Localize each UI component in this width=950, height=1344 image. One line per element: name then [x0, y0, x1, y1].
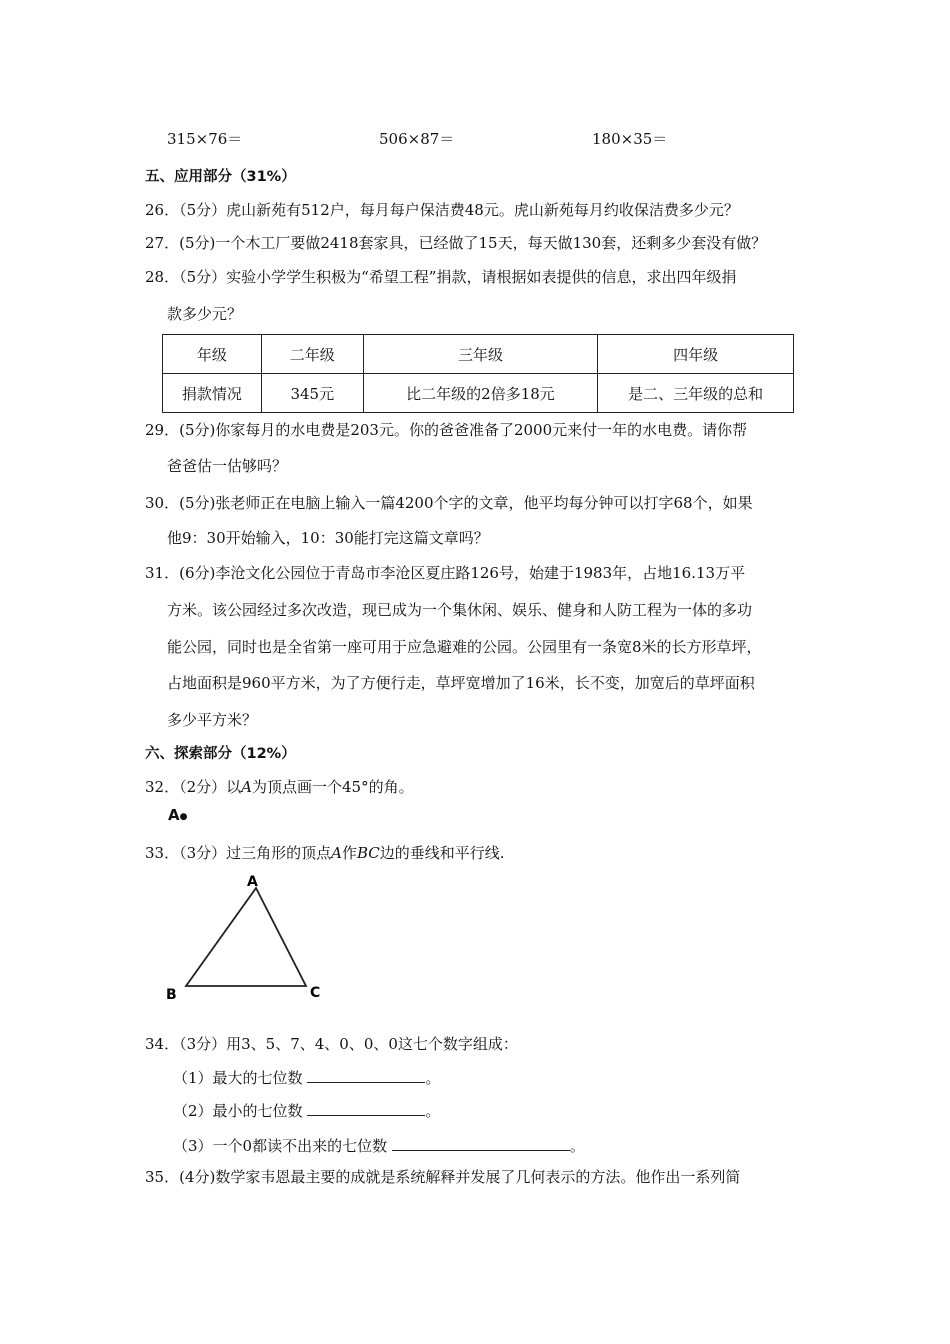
point-a-label: A — [168, 806, 180, 824]
table-header-cell: 三年级 — [363, 335, 598, 374]
part-3-end: 。 — [569, 1137, 585, 1155]
question-30-line-1: 30．(5分)张老师正在电脑上输入一篇4200个字的文章，他平均每分钟可以打字68个，如果 — [145, 494, 753, 512]
question-31-line-2: 方米。该公园经过多次改造，现已成为一个集休闲、娱乐、健身和人防工程为一体的多功 — [167, 601, 753, 619]
question-29-line-1: 29．(5分)你家每月的水电费是203元。你的爸爸准备了2000元来付一年的水电费。请你帮 — [145, 421, 748, 439]
part-2-end: 。 — [425, 1102, 441, 1120]
question-31-line-4: 占地面积是960平方米，为了方便行走，草坪宽增加了16米，长不变，加宽后的草坪面积 — [167, 674, 755, 692]
part-3-label: （3）一个0都读不出来的七位数 — [173, 1137, 388, 1155]
question-35: 35．(4分)数学家韦恩最主要的成就是系统解释并发展了几何表示的方法。他作出一系列简 — [145, 1168, 741, 1186]
section-5-heading: 五、应用部分（31%） — [145, 169, 296, 185]
question-34-stem: 34．（3分）用3、5、7、4、0、0、0这七个数字组成： — [145, 1035, 518, 1053]
vertex-label-a: A — [247, 874, 258, 890]
answer-blank-2[interactable] — [307, 1100, 425, 1116]
table-cell: 捐款情况 — [163, 374, 262, 413]
question-28-line-2: 款多少元？ — [167, 305, 243, 323]
point-a: A● — [168, 806, 188, 824]
question-31-line-1: 31．(6分)李沧文化公园位于青岛市李沧区夏庄路126号，始建于1983年，占地16.13万平 — [145, 564, 746, 582]
calc-item-2: 506×87＝ — [379, 130, 455, 148]
table-cell: 比二年级的2倍多18元 — [363, 374, 598, 413]
question-26: 26．（5分）虎山新苑有512户，每月每户保洁费48元。虎山新苑每月约收保洁费多少元？ — [145, 201, 739, 219]
triangle-shape — [186, 888, 306, 986]
question-34-part-1 — [173, 1067, 440, 1088]
calc-item-1: 315×76＝ — [167, 130, 243, 148]
question-32-pre: 32．（2分）以 — [145, 778, 242, 796]
question-28-line-1: 28．（5分）实验小学学生积极为“希望工程”捐款，请根据如表提供的信息，求出四年级捐 — [145, 268, 737, 286]
question-34-part-3 — [173, 1135, 585, 1156]
question-31-line-5: 多少平方米？ — [167, 711, 258, 729]
table-cell: 是二、三年级的总和 — [598, 374, 794, 413]
question-33-var-bc: BC — [357, 844, 380, 862]
table-row — [163, 374, 794, 413]
vertex-label-b: B — [166, 987, 177, 1003]
table-cell: 345元 — [261, 374, 363, 413]
question-30-line-2: 他9：30开始输入，10：30能打完这篇文章吗？ — [167, 529, 489, 547]
triangle-diagram — [160, 868, 340, 1008]
table-header-cell: 年级 — [163, 335, 262, 374]
part-1-label: （1）最大的七位数 — [173, 1069, 303, 1087]
answer-blank-3[interactable] — [392, 1135, 570, 1151]
table-row — [163, 335, 794, 374]
section-6-heading: 六、探索部分（12%） — [145, 746, 296, 762]
part-2-label: （2）最小的七位数 — [173, 1102, 303, 1120]
vertex-label-c: C — [310, 985, 321, 1001]
question-33 — [145, 843, 505, 863]
question-31-line-3: 能公园，同时也是全省第一座可用于应急避难的公园。公园里有一条宽8米的长方形草坪， — [167, 638, 762, 656]
calc-item-3: 180×35＝ — [592, 130, 668, 148]
question-29-line-2: 爸爸估一估够吗？ — [167, 457, 288, 475]
question-33-pre: 33．（3分）过三角形的顶点 — [145, 844, 332, 862]
question-32-var: A — [241, 778, 252, 796]
question-33-var-a: A — [331, 844, 342, 862]
question-33-mid: 作 — [341, 844, 357, 862]
question-33-post: 边的垂线和平行线. — [379, 844, 505, 862]
question-27: 27．(5分)一个木工厂要做2418套家具，已经做了15天，每天做130套，还剩多少套没有做？ — [145, 234, 767, 252]
question-34-part-2 — [173, 1100, 440, 1121]
table-header-cell: 四年级 — [598, 335, 794, 374]
answer-blank-1[interactable] — [307, 1067, 425, 1083]
question-32-post: 为顶点画一个45°的角。 — [251, 778, 414, 796]
question-32 — [145, 777, 414, 797]
table-header-cell: 二年级 — [261, 335, 363, 374]
part-1-end: 。 — [425, 1069, 441, 1087]
donation-table — [162, 334, 794, 413]
